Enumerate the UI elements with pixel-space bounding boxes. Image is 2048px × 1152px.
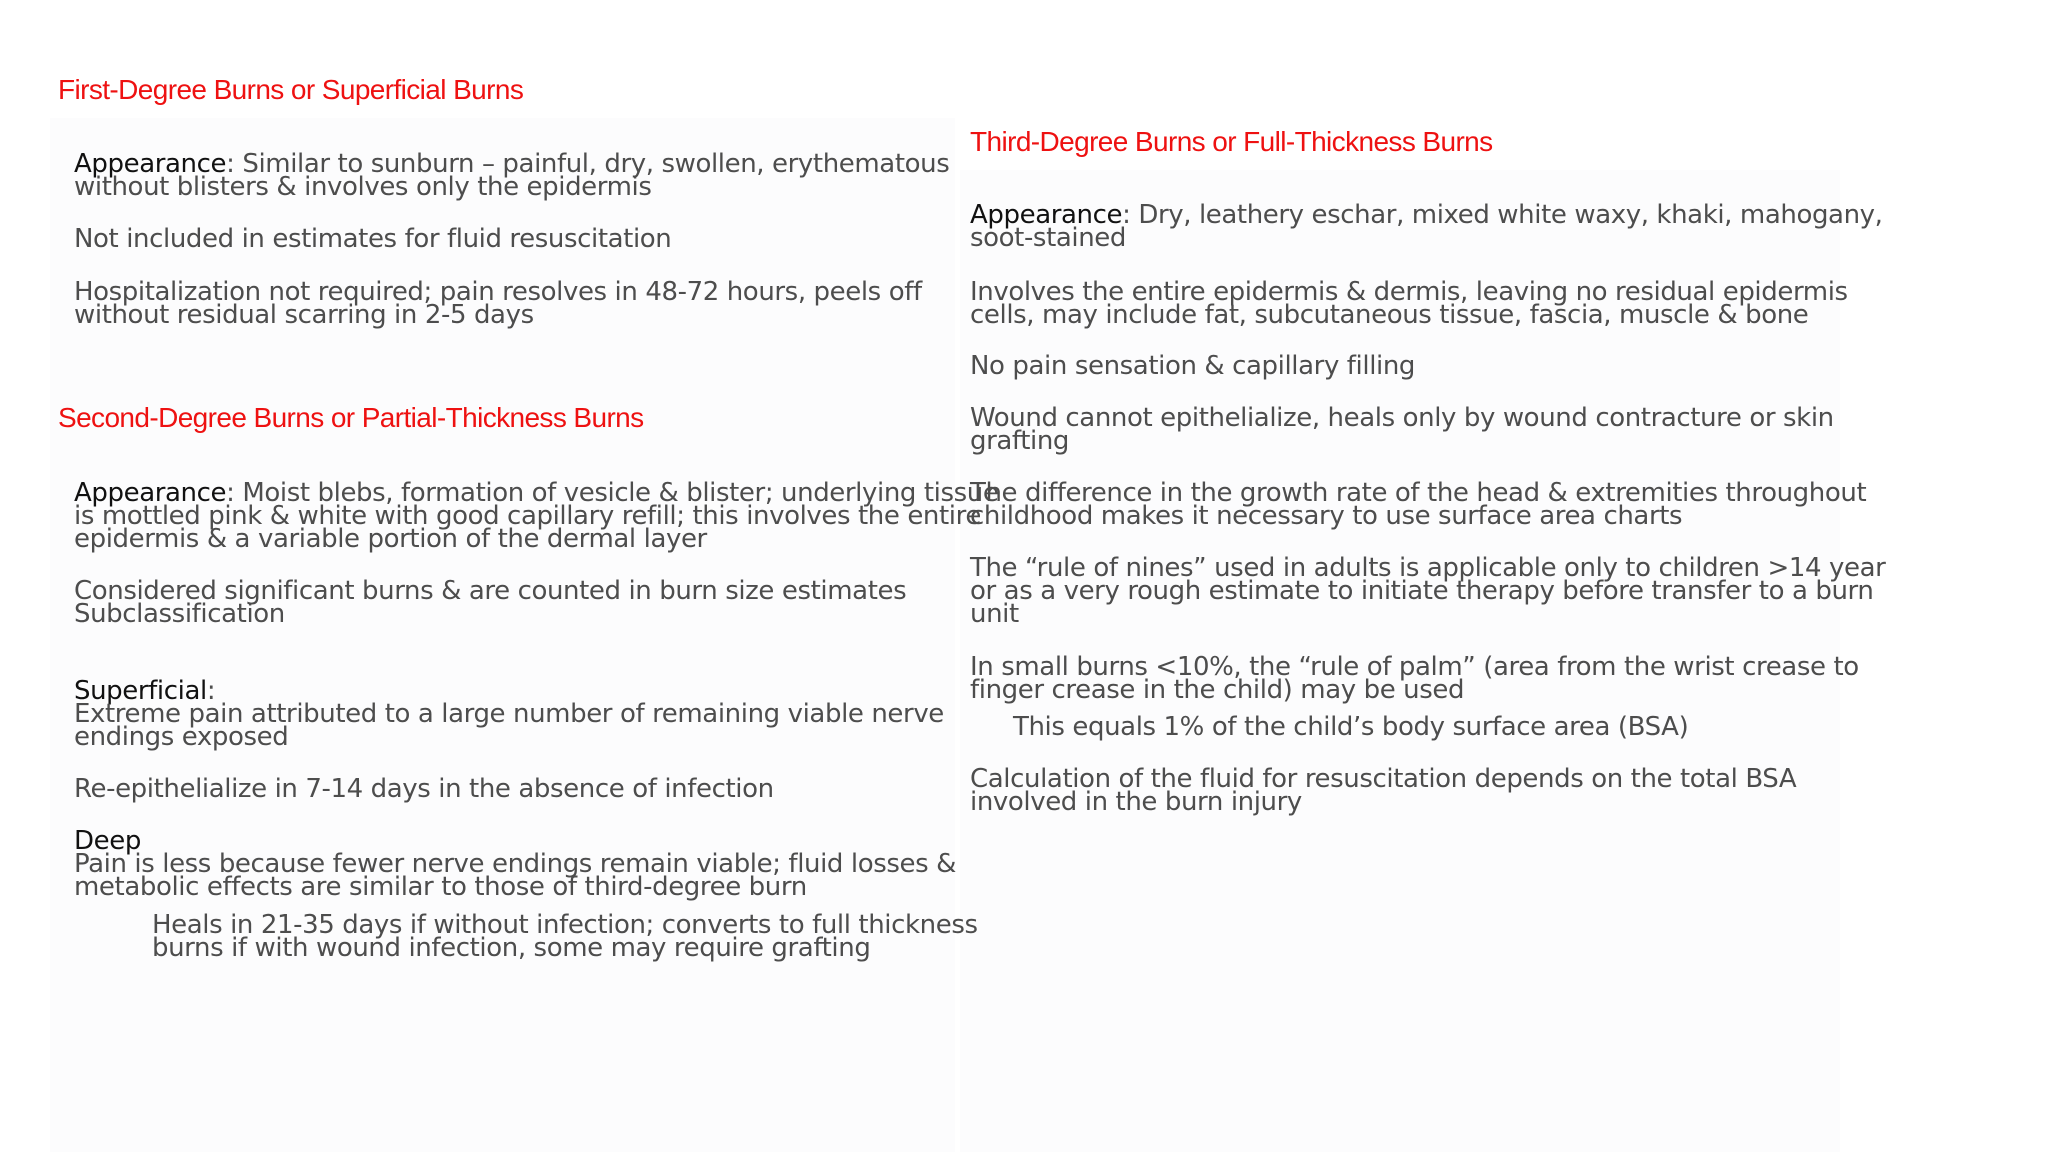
deep-healing-note: Heals in 21-35 days if without infection; converts to full thickness burns if with wound infection, some may require grafting (152, 910, 978, 963)
growth-rate-note: The difference in the growth rate of the head & extremities throughout childhood makes it necessary to use surface area charts (970, 478, 1867, 531)
appearance-text: : Dry, leathery eschar, mixed white waxy, khaki, mahogany, (1122, 200, 1883, 230)
second-degree-title: Second-Degree Burns or Partial-Thickness Burns (58, 402, 644, 433)
third-degree-appearance: Appearance: Dry, leathery eschar, mixed white waxy, khaki, mahogany, soot-stained (970, 200, 1883, 253)
appearance-text: : Moist blebs, formation of vesicle & blister; underlying tissue (226, 478, 999, 508)
superficial-label: Superficial (74, 676, 207, 706)
appearance-label: Appearance (74, 149, 227, 179)
appearance-text: : Similar to sunburn – painful, dry, swollen, erythematous (226, 149, 950, 179)
appearance-label: Appearance (970, 200, 1123, 230)
first-degree-fluid-note: Not included in estimates for fluid resuscitation (74, 224, 672, 254)
first-degree-appearance (74, 149, 950, 202)
first-degree-title: First-Degree Burns or Superficial Burns (58, 74, 524, 105)
second-degree-significance: Considered significant burns & are counted in burn size estimates Subclassification (74, 576, 907, 629)
appearance-label: Appearance (74, 478, 227, 508)
deep-block: Deep Pain is less because fewer nerve endings remain viable; fluid losses & metabolic effects are similar to those of third-degree burn (74, 826, 956, 902)
rule-of-nines-note: The “rule of nines” used in adults is applicable only to children >14 year or as a very rough estimate to initiate therapy before transfer to a burn unit (970, 553, 1886, 629)
second-degree-appearance: Appearance: Moist blebs, formation of vesicle & blister; underlying tissue is mottled pink & white with good capillary refill; this involves the entire epidermis & a variable portion of the dermal layer (74, 478, 999, 554)
third-degree-wound: Wound cannot epithelialize, heals only by wound contracture or skin grafting (970, 403, 1834, 456)
third-degree-no-pain: No pain sensation & capillary filling (970, 351, 1416, 381)
calculation-note: Calculation of the fluid for resuscitation depends on the total BSA involved in the burn injury (970, 764, 1797, 817)
third-degree-involves: Involves the entire epidermis & dermis, leaving no residual epidermis cells, may include fat, subcutaneous tissue, fascia, muscle & bone (970, 277, 1848, 330)
third-degree-title: Third-Degree Burns or Full-Thickness Burns (970, 126, 1493, 157)
first-degree-hospital-note: Hospitalization not required; pain resolves in 48-72 hours, peels off without residual scarring in 2-5 days (74, 277, 922, 330)
reepithelialize-note: Re-epithelialize in 7-14 days in the absence of infection (74, 774, 774, 804)
deep-label: Deep (74, 826, 141, 856)
rule-of-palm-note: In small burns <10%, the “rule of palm” (area from the wrist crease to finger crease in the child) may be used (970, 652, 1859, 705)
bsa-note: This equals 1% of the child’s body surface area (BSA) (1013, 712, 1689, 742)
left-panel-background (50, 118, 955, 1152)
superficial-block: Superficial: Extreme pain attributed to a large number of remaining viable nerve endings exposed (74, 676, 944, 752)
appearance-text: without blisters & involves only the epidermis (74, 172, 652, 202)
